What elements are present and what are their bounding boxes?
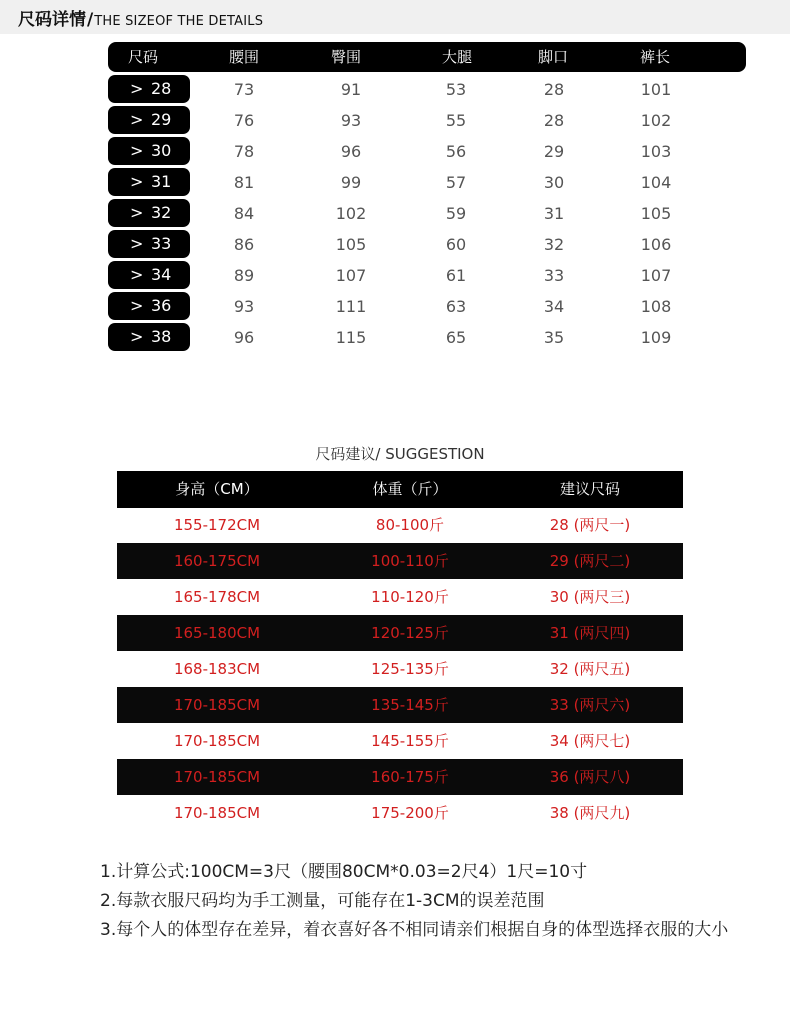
suggestion-weight: 160-175斤 <box>371 768 449 786</box>
header-thigh: 大腿 <box>442 48 473 66</box>
arrow-marker: > <box>130 172 144 191</box>
header-height: 身高（CM） <box>175 480 259 498</box>
table-cell: 53 <box>445 80 467 99</box>
table-cell: 102 <box>335 204 367 223</box>
size-badge <box>108 106 190 134</box>
table-cell: 107 <box>640 266 672 285</box>
arrow-marker: > <box>130 141 144 160</box>
table-cell: 28 <box>543 111 565 130</box>
table-cell: 65 <box>445 328 467 347</box>
header-hem: 脚口 <box>538 48 569 66</box>
header-length: 裤长 <box>640 48 671 66</box>
suggestion-row <box>117 687 683 723</box>
suggestion-weight: 145-155斤 <box>371 732 449 750</box>
size-badge <box>108 292 190 320</box>
suggestion-header <box>117 471 683 508</box>
table-cell: 81 <box>233 173 255 192</box>
header-waist: 腰围 <box>229 48 260 66</box>
table-cell: 76 <box>233 111 255 130</box>
suggestion-height: 170-185CM <box>173 804 261 822</box>
table-cell: 93 <box>340 111 362 130</box>
arrow-marker: > <box>130 234 144 253</box>
table-cell: 108 <box>640 297 672 316</box>
arrow-marker: > <box>130 265 144 284</box>
suggestion-weight: 175-200斤 <box>371 804 449 822</box>
table-cell: 32 <box>543 235 565 254</box>
size-value: 34 <box>151 265 172 284</box>
table-cell: 93 <box>233 297 255 316</box>
header-bar <box>0 0 790 34</box>
table-cell: 101 <box>640 80 672 99</box>
suggestion-height: 165-178CM <box>173 588 261 606</box>
note-1: 1.计算公式:100CM=3尺（腰围80CM*0.03=2尺4）1尺=10寸 <box>100 862 588 882</box>
table-cell: 61 <box>445 266 467 285</box>
page-title <box>18 5 263 30</box>
table-cell: 31 <box>543 204 565 223</box>
table-cell: 59 <box>445 204 467 223</box>
size-badge <box>108 199 190 227</box>
suggestion-weight: 100-110斤 <box>371 552 449 570</box>
table-row <box>0 135 790 166</box>
size-value: 32 <box>151 203 172 222</box>
suggestion-size: 34 (两尺七) <box>549 732 631 750</box>
table-cell: 102 <box>640 111 672 130</box>
size-badge <box>108 75 190 103</box>
table-cell: 107 <box>335 266 367 285</box>
table-cell: 104 <box>640 173 672 192</box>
size-value: 28 <box>151 79 172 98</box>
size-table-header <box>108 42 746 72</box>
title-slash: / <box>87 10 94 30</box>
table-cell: 105 <box>335 235 367 254</box>
table-row <box>0 228 790 259</box>
suggestion-size: 28 (两尺一) <box>549 516 631 534</box>
table-cell: 106 <box>640 235 672 254</box>
suggestion-weight: 80-100斤 <box>375 516 445 534</box>
suggestion-size: 36 (两尺八) <box>549 768 631 786</box>
size-badge <box>108 168 190 196</box>
notes <box>100 858 728 945</box>
suggestion-size: 31 (两尺四) <box>549 624 631 642</box>
size-badge <box>108 261 190 289</box>
table-cell: 30 <box>543 173 565 192</box>
suggestion-weight: 135-145斤 <box>371 696 449 714</box>
arrow-marker: > <box>130 296 144 315</box>
arrow-marker: > <box>130 110 144 129</box>
table-row <box>0 166 790 197</box>
suggestion-row <box>117 759 683 795</box>
table-cell: 84 <box>233 204 255 223</box>
table-cell: 115 <box>335 328 367 347</box>
suggestion-height: 155-172CM <box>173 516 261 534</box>
suggestion-title: 尺码建议/ SUGGESTION <box>315 445 485 463</box>
table-cell: 111 <box>335 297 367 316</box>
size-value: 30 <box>151 141 172 160</box>
suggestion-height: 170-185CM <box>173 696 261 714</box>
header-size: 尺码 <box>128 48 159 66</box>
suggestion-weight: 120-125斤 <box>371 624 449 642</box>
suggestion-height: 168-183CM <box>173 660 261 678</box>
size-value: 33 <box>151 234 172 253</box>
suggestion-height: 160-175CM <box>173 552 261 570</box>
table-cell: 34 <box>543 297 565 316</box>
table-cell: 89 <box>233 266 255 285</box>
note-3: 3.每个人的体型存在差异，着衣喜好各不相同请亲们根据自身的体型选择衣服的大小 <box>100 920 729 940</box>
size-value: 31 <box>151 172 172 191</box>
suggestion-size: 33 (两尺六) <box>549 696 631 714</box>
table-cell: 78 <box>233 142 255 161</box>
table-cell: 56 <box>445 142 467 161</box>
table-cell: 55 <box>445 111 467 130</box>
size-value: 36 <box>151 296 172 315</box>
size-value: 38 <box>151 327 172 346</box>
suggestion-height: 165-180CM <box>173 624 261 642</box>
header-recommend: 建议尺码 <box>559 480 620 498</box>
header-weight: 体重（斤） <box>372 480 448 498</box>
suggestion-size: 30 (两尺三) <box>549 588 631 606</box>
table-cell: 86 <box>233 235 255 254</box>
suggestion-size: 38 (两尺九) <box>549 804 631 822</box>
title-en: THE SIZEOF THE DETAILS <box>94 14 264 29</box>
suggestion-height: 170-185CM <box>173 768 261 786</box>
arrow-marker: > <box>130 327 144 346</box>
suggestion-height: 170-185CM <box>173 732 261 750</box>
note-2: 2.每款衣服尺码均为手工测量，可能存在1-3CM的误差范围 <box>100 891 545 911</box>
table-row <box>0 104 790 135</box>
table-cell: 105 <box>640 204 672 223</box>
arrow-marker: > <box>130 79 144 98</box>
table-cell: 33 <box>543 266 565 285</box>
table-row <box>0 290 790 321</box>
table-cell: 109 <box>640 328 672 347</box>
suggestion-weight: 110-120斤 <box>371 588 449 606</box>
table-cell: 91 <box>340 80 362 99</box>
title-cn: 尺码详情 <box>18 10 86 30</box>
header-hip: 臀围 <box>331 48 362 66</box>
table-cell: 57 <box>445 173 467 192</box>
table-cell: 73 <box>233 80 255 99</box>
suggestion-row <box>117 723 683 759</box>
suggestion-size: 32 (两尺五) <box>549 660 631 678</box>
table-row <box>0 197 790 228</box>
table-cell: 29 <box>543 142 565 161</box>
table-cell: 35 <box>543 328 565 347</box>
table-cell: 60 <box>445 235 467 254</box>
size-value: 29 <box>151 110 172 129</box>
suggestion-row <box>117 543 683 579</box>
table-cell: 96 <box>233 328 255 347</box>
suggestion-row <box>117 615 683 651</box>
table-cell: 28 <box>543 80 565 99</box>
table-cell: 96 <box>340 142 362 161</box>
suggestion-row <box>117 651 683 687</box>
arrow-marker: > <box>130 203 144 222</box>
table-row <box>0 259 790 290</box>
suggestion-row <box>117 795 683 831</box>
table-cell: 103 <box>640 142 672 161</box>
table-cell: 99 <box>340 173 362 192</box>
size-badge <box>108 137 190 165</box>
suggestion-size: 29 (两尺二) <box>549 552 631 570</box>
table-row <box>0 321 790 352</box>
size-badge <box>108 230 190 258</box>
size-badge <box>108 323 190 351</box>
suggestion-weight: 125-135斤 <box>371 660 449 678</box>
suggestion-row <box>117 507 683 543</box>
table-row <box>0 73 790 104</box>
table-cell: 63 <box>445 297 467 316</box>
suggestion-row <box>117 579 683 615</box>
